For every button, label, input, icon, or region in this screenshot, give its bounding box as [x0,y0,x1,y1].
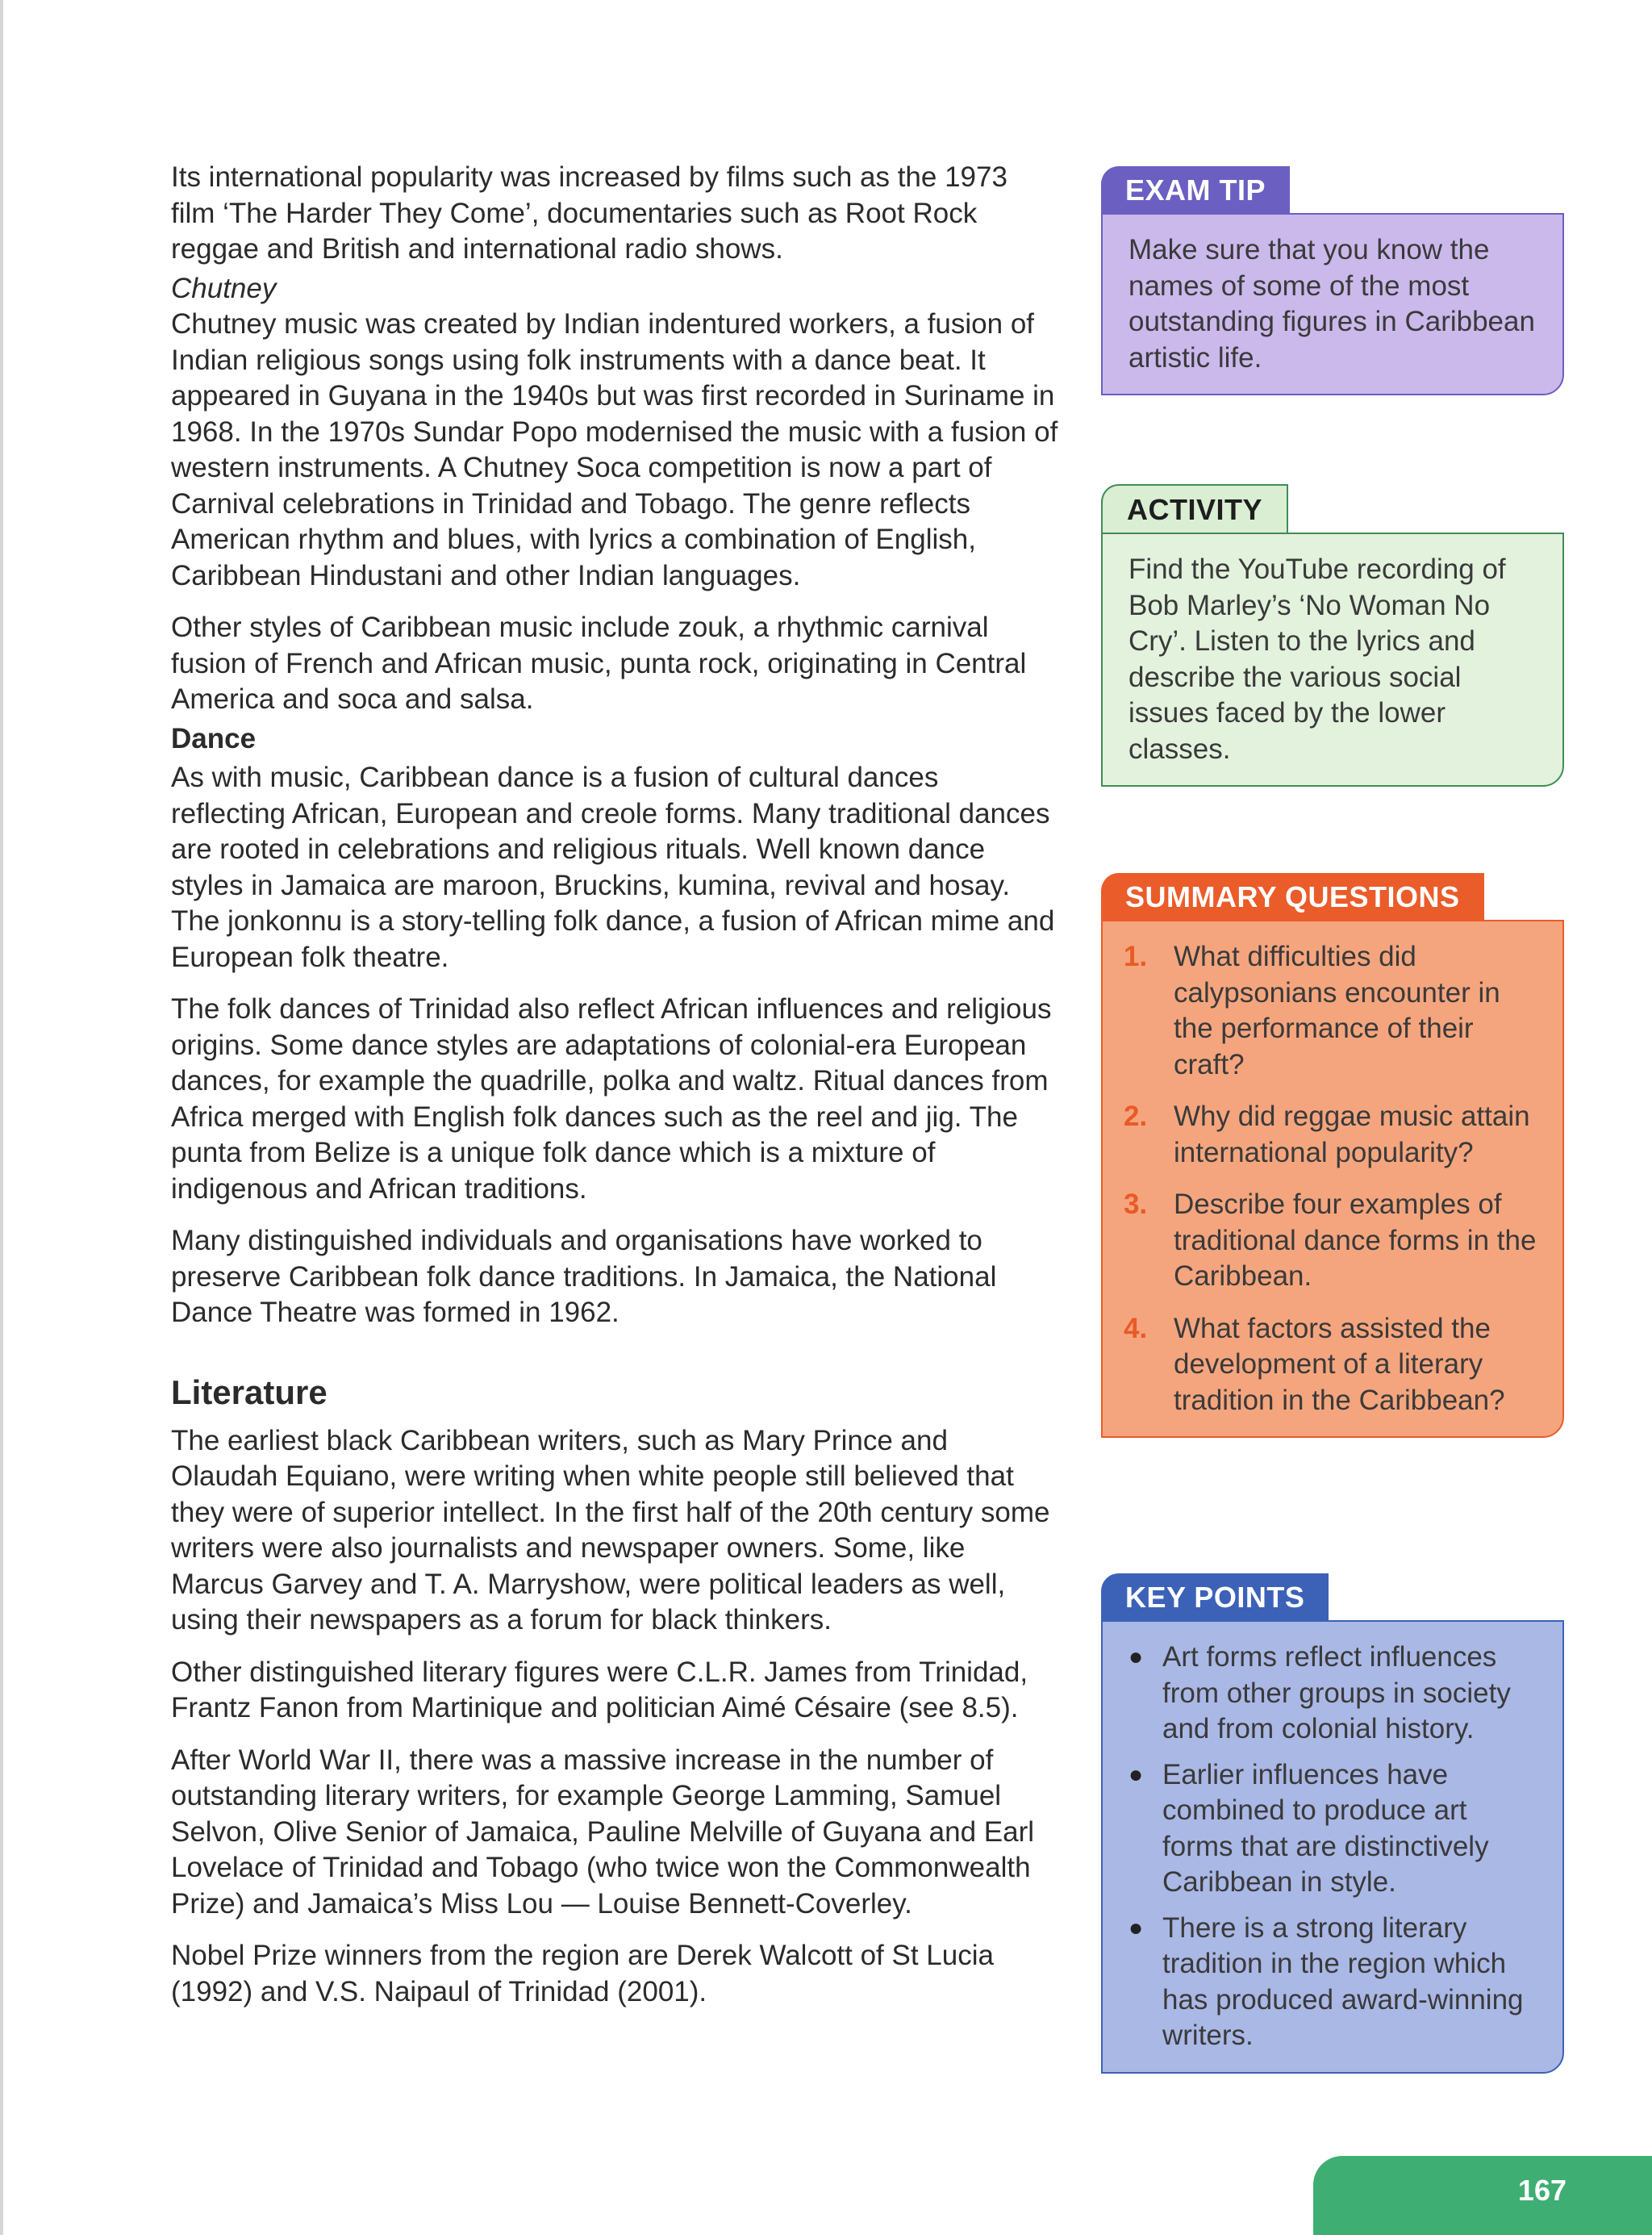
question-number: 2. [1124,1101,1148,1132]
key-point [1124,1640,1538,1748]
key-point-text: There is a strong literary tradition in the region which has produced award-winning writers. [1162,1911,1524,2051]
activity-title: ACTIVITY [1101,484,1288,533]
key-point [1124,1911,1538,2054]
question-text: What factors assisted the development of a literary tradition in the Caribbean? [1174,1312,1505,1416]
dance-heading: Dance [171,722,257,754]
chutney-heading: Chutney [171,272,277,304]
exam-tip-box [1101,166,1564,395]
summary-questions-box [1101,873,1564,1438]
page-number: 167 [1517,2174,1566,2207]
main-column [171,160,1058,2026]
key-points-title: KEY POINTS [1101,1573,1329,1620]
literature-paragraph-1: The earliest black Caribbean writers, such as Mary Prince and Olaudah Equiano, were writing when white people still believed that they were of superior intellect. In the first half of the 20th century some writers were also journalists and newspaper owners. Some, like Marcus Garvey and T. A. Marryshow, were political leaders as well, using their newspapers as a forum for black thinkers. [171,1424,1050,1636]
question-text: Describe four examples of traditional dance forms in the Caribbean. [1174,1189,1537,1292]
intro-paragraph: Its international popularity was increased by films such as the 1973 film ‘The Harder They Come’, documentaries such as Root Rock reggae and British and international radio shows. [171,161,1007,265]
literature-paragraph-3: After World War II, there was a massive increase in the number of outstanding literary writers, for example George Lamming, Samuel Selvon, Olive Senior of Jamaica, Pauline Melville of Guyana and Earl Lovelace of Trinidad and Tobago (who twice won the Commonwealth Prize) and Jamaica’s Miss Lou — Louise Bennett-Coverley. [171,1744,1034,1920]
dance-paragraph-3: Many distinguished individuals and organisations have worked to preserve Caribbean folk dance traditions. In Jamaica, the National Dance Theatre was formed in 1962. [171,1225,997,1328]
chutney-paragraph: Chutney music was created by Indian indentured workers, a fusion of Indian religious songs using folk instruments with a dance beat. It appeared in Guyana in the 1940s but was first recorded in Suriname in 1968. In the 1970s Sundar Popo modernised the music with a fusion of western instruments. A Chutney Soca competition is now a part of Carnival celebrations in Trinidad and Tobago. The genre reflects American rhythm and blues, with lyrics a combination of English, Caribbean Hindustani and other Indian languages. [171,308,1058,591]
summary-question [1124,1099,1538,1171]
summary-questions-list [1101,920,1564,1438]
literature-paragraph-4: Nobel Prize winners from the region are Derek Walcott of St Lucia (1992) and V.S. Naipaul of Trinidad (2001). [171,1940,994,2007]
literature-paragraph-2: Other distinguished literary figures were C.L.R. James from Trinidad, Frantz Fanon from Martinique and politician Aimé Césaire (see 8.5). [171,1656,1028,1723]
summary-question [1124,1311,1538,1419]
page-number-tab [1313,2156,1652,2235]
summary-question [1124,939,1538,1083]
page-edge [0,0,3,2235]
key-point [1124,1757,1538,1901]
dance-paragraph-2: The folk dances of Trinidad also reflect African influences and religious origins. Some dance styles are adaptations of colonial-era European dances, for example the quadrille, polka and waltz. Ritual dances from Africa merged with English folk dances such as the reel and jig. The punta from Belize is a unique folk dance which is a mixture of indigenous and African traditions. [171,993,1052,1205]
key-points-list [1101,1620,1564,2074]
other-styles-paragraph: Other styles of Caribbean music include zouk, a rhythmic carnival fusion of French and African music, punta rock, originating in Central America and soca and salsa. [171,612,1027,715]
question-text: Why did reggae music attain international popularity? [1174,1101,1530,1168]
bullet-icon: ● [1128,1914,1144,1941]
summary-question [1124,1187,1538,1295]
key-points-box [1101,1573,1564,2074]
question-number: 3. [1124,1189,1148,1220]
summary-questions-title: SUMMARY QUESTIONS [1101,873,1484,920]
question-text: What difficulties did calypsonians encounter in the performance of their craft? [1174,941,1500,1080]
bullet-icon: ● [1128,1644,1144,1670]
activity-box [1101,484,1564,787]
key-point-text: Art forms reflect influences from other groups in society and from colonial history. [1162,1641,1511,1744]
exam-tip-title: EXAM TIP [1101,166,1290,213]
question-number: 1. [1124,941,1148,972]
key-point-text: Earlier influences have combined to produce art forms that are distinctively Caribbean in style. [1162,1758,1489,1898]
bullet-icon: ● [1128,1761,1144,1788]
literature-heading: Literature [171,1372,327,1411]
dance-paragraph-1: As with music, Caribbean dance is a fusion of cultural dances reflecting African, European and creole forms. Many traditional dances are rooted in celebrations and religious rituals. Well known dance styles in Jamaica are maroon, Bruckins, kumina, revival and hosay. The jonkonnu is a story-telling folk dance, a fusion of African mime and European folk theatre. [171,762,1055,973]
exam-tip-text: Make sure that you know the names of some of the most outstanding figures in Caribbean artistic life. [1101,213,1564,395]
question-number: 4. [1124,1312,1148,1344]
activity-text: Find the YouTube recording of Bob Marley’s ‘No Woman No Cry’. Listen to the lyrics and describe the various social issues faced by the lower classes. [1101,533,1564,787]
